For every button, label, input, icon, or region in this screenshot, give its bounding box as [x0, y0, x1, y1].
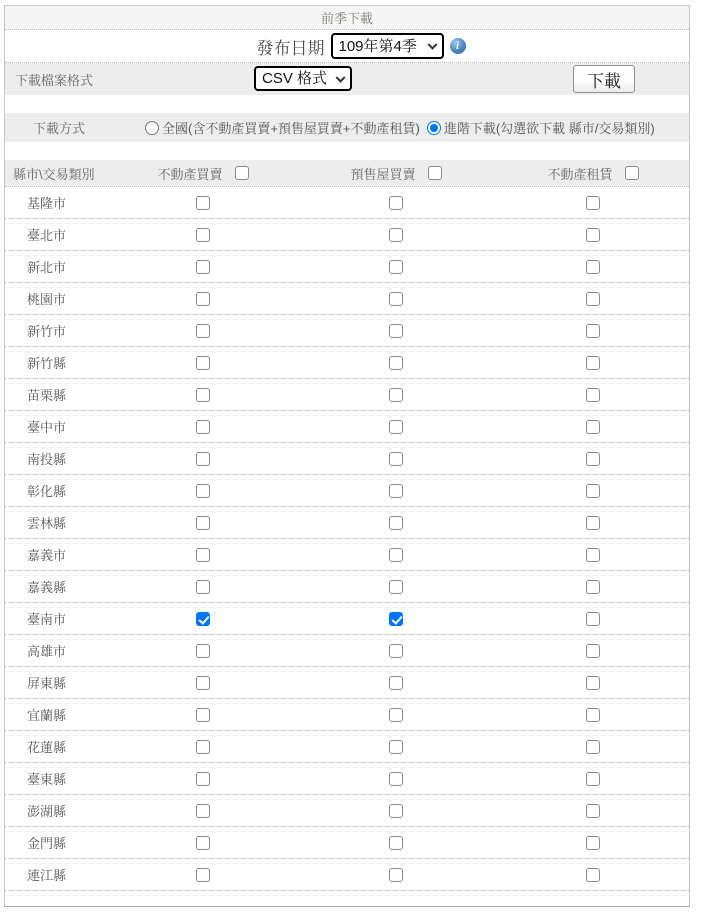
checkbox-cell-sale	[111, 603, 295, 634]
checkbox-cell-sale	[111, 251, 295, 282]
county-label: 新竹縣	[27, 356, 67, 371]
county-label: 苗栗縣	[27, 388, 67, 403]
checkbox-cell-presale	[295, 763, 497, 794]
row-checkbox[interactable]	[389, 868, 403, 882]
checkbox-cell-sale	[111, 315, 295, 346]
row-checkbox[interactable]	[389, 356, 403, 370]
checkbox-cell-sale	[111, 699, 295, 730]
row-checkbox[interactable]	[586, 292, 600, 306]
checkbox-cell-rental	[497, 571, 689, 602]
row-checkbox[interactable]	[586, 484, 600, 498]
table-row	[5, 571, 689, 603]
county-label: 新北市	[27, 260, 67, 275]
nationwide-radio-label: 全國(含不動產買賣+預售屋買賣+不動產租賃)	[162, 121, 420, 136]
checkbox-cell-sale	[111, 411, 295, 442]
checkbox-cell-presale	[295, 859, 497, 890]
row-checkbox[interactable]	[389, 676, 403, 690]
checkbox-cell-rental	[497, 763, 689, 794]
checkbox-cell-rental	[497, 699, 689, 730]
checkbox-cell-presale	[295, 795, 497, 826]
checkbox-cell-presale	[295, 379, 497, 410]
checkbox-cell-presale	[295, 219, 497, 250]
row-checkbox[interactable]	[586, 612, 600, 626]
table-row	[5, 763, 689, 795]
checkbox-cell-rental	[497, 731, 689, 762]
row-checkbox[interactable]	[586, 740, 600, 754]
row-checkbox[interactable]	[196, 740, 210, 754]
table-row	[5, 411, 689, 443]
checkbox-cell-rental	[497, 603, 689, 634]
county-label: 基隆市	[27, 196, 67, 211]
row-checkbox[interactable]	[586, 836, 600, 850]
table-row	[5, 379, 689, 411]
row-checkbox[interactable]	[196, 676, 210, 690]
row-checkbox[interactable]	[389, 484, 403, 498]
row-checkbox[interactable]	[586, 804, 600, 818]
row-checkbox[interactable]	[196, 356, 210, 370]
column-header-label: 預售屋買賣	[350, 166, 416, 182]
info-icon[interactable]: i	[450, 38, 466, 54]
checkbox-cell-rental	[497, 219, 689, 250]
row-checkbox[interactable]	[389, 612, 403, 626]
check-all-checkbox[interactable]	[428, 166, 442, 180]
county-label: 嘉義縣	[27, 580, 67, 595]
county-label: 花蓮縣	[27, 740, 67, 755]
row-checkbox[interactable]	[196, 292, 210, 306]
row-checkbox[interactable]	[196, 548, 210, 562]
row-checkbox[interactable]	[389, 228, 403, 242]
county-label: 桃園市	[27, 292, 67, 307]
row-checkbox[interactable]	[196, 484, 210, 498]
checkbox-cell-presale	[295, 699, 497, 730]
column-header-rental	[497, 160, 689, 186]
checkbox-cell-rental	[497, 507, 689, 538]
table-row	[5, 539, 689, 571]
publish-date-row	[5, 30, 689, 63]
checkbox-cell-rental	[497, 251, 689, 282]
county-label: 臺北市	[27, 228, 67, 243]
checkbox-cell-presale	[295, 443, 497, 474]
row-checkbox[interactable]	[196, 516, 210, 530]
row-checkbox[interactable]	[389, 452, 403, 466]
checkbox-cell-sale	[111, 507, 295, 538]
checkbox-cell-sale	[111, 539, 295, 570]
row-checkbox[interactable]	[586, 356, 600, 370]
download-panel	[4, 5, 690, 907]
publish-date-label: 發布日期	[256, 38, 325, 58]
county-cell	[5, 603, 111, 634]
file-format-label: 下載檔案格式	[15, 72, 94, 88]
county-label: 臺南市	[27, 612, 67, 627]
row-checkbox[interactable]	[389, 644, 403, 658]
county-cell	[5, 443, 111, 474]
table-row	[5, 859, 689, 891]
check-all-checkbox[interactable]	[625, 166, 639, 180]
column-header-label: 不動產租賃	[547, 166, 613, 182]
file-format-select[interactable]	[254, 66, 352, 91]
row-checkbox[interactable]	[586, 324, 600, 338]
checkbox-cell-presale	[295, 539, 497, 570]
method-option-advanced[interactable]	[427, 118, 655, 137]
row-checkbox[interactable]	[196, 228, 210, 242]
row-checkbox[interactable]	[196, 388, 210, 402]
checkbox-cell-presale	[295, 475, 497, 506]
table-row	[5, 251, 689, 283]
checkbox-cell-rental	[497, 347, 689, 378]
checkbox-cell-rental	[497, 379, 689, 410]
checkbox-cell-rental	[497, 795, 689, 826]
row-checkbox[interactable]	[586, 516, 600, 530]
county-label: 南投縣	[27, 452, 67, 467]
row-checkbox[interactable]	[389, 516, 403, 530]
row-checkbox[interactable]	[196, 644, 210, 658]
column-header-sale	[111, 160, 295, 186]
county-cell	[5, 667, 111, 698]
table-row	[5, 283, 689, 315]
row-checkbox[interactable]	[389, 292, 403, 306]
checkbox-cell-sale	[111, 443, 295, 474]
row-checkbox[interactable]	[586, 196, 600, 210]
table-row	[5, 827, 689, 859]
row-checkbox[interactable]	[389, 708, 403, 722]
row-checkbox[interactable]	[196, 772, 210, 786]
county-label: 宜蘭縣	[27, 708, 67, 723]
row-checkbox[interactable]	[196, 452, 210, 466]
county-cell	[5, 635, 111, 666]
row-checkbox[interactable]	[389, 772, 403, 786]
checkbox-cell-rental	[497, 667, 689, 698]
checkbox-cell-sale	[111, 571, 295, 602]
checkbox-cell-rental	[497, 283, 689, 314]
county-cell	[5, 475, 111, 506]
advanced-radio-label: 進階下載(勾選欲下載 縣市/交易類別)	[443, 121, 655, 136]
row-checkbox[interactable]	[389, 740, 403, 754]
checkbox-cell-rental	[497, 443, 689, 474]
table-row	[5, 347, 689, 379]
row-checkbox[interactable]	[196, 868, 210, 882]
file-format-select-wrap	[254, 66, 352, 91]
download-button[interactable]: 下載	[573, 65, 635, 93]
table-body	[5, 187, 689, 891]
download-method-label: 下載方式	[33, 121, 86, 136]
row-checkbox[interactable]	[586, 772, 600, 786]
county-cell	[5, 699, 111, 730]
table-row	[5, 731, 689, 763]
row-checkbox[interactable]	[586, 676, 600, 690]
checkbox-cell-presale	[295, 507, 497, 538]
row-checkbox[interactable]	[196, 196, 210, 210]
publish-date-select-wrap	[331, 33, 444, 59]
corner-header-cell	[5, 160, 111, 186]
column-header-presale	[295, 160, 497, 186]
row-checkbox[interactable]	[196, 420, 210, 434]
column-header-label: 不動產買賣	[157, 166, 223, 182]
table-row	[5, 699, 689, 731]
row-checkbox[interactable]	[586, 420, 600, 434]
checkbox-cell-presale	[295, 283, 497, 314]
county-cell	[5, 219, 111, 250]
county-cell	[5, 763, 111, 794]
county-cell	[5, 827, 111, 858]
row-checkbox[interactable]	[196, 836, 210, 850]
county-cell	[5, 251, 111, 282]
county-label: 澎湖縣	[27, 804, 67, 819]
row-checkbox[interactable]	[586, 548, 600, 562]
checkbox-cell-sale	[111, 187, 295, 218]
row-checkbox[interactable]	[586, 580, 600, 594]
checkbox-cell-sale	[111, 347, 295, 378]
row-checkbox[interactable]	[586, 228, 600, 242]
county-cell	[5, 379, 111, 410]
county-label: 雲林縣	[27, 516, 67, 531]
county-label: 彰化縣	[27, 484, 67, 499]
row-checkbox[interactable]	[196, 580, 210, 594]
row-checkbox[interactable]	[196, 612, 210, 626]
county-cell	[5, 411, 111, 442]
table-row	[5, 219, 689, 251]
checkbox-cell-sale	[111, 731, 295, 762]
row-checkbox[interactable]	[389, 548, 403, 562]
county-label: 新竹市	[27, 324, 67, 339]
row-checkbox[interactable]	[389, 420, 403, 434]
download-method-row	[5, 113, 689, 142]
county-cell	[5, 507, 111, 538]
checkbox-cell-rental	[497, 859, 689, 890]
row-checkbox[interactable]	[389, 324, 403, 338]
checkbox-cell-sale	[111, 667, 295, 698]
checkbox-cell-presale	[295, 731, 497, 762]
county-cell	[5, 283, 111, 314]
spacer	[5, 95, 689, 113]
checkbox-cell-sale	[111, 763, 295, 794]
row-checkbox[interactable]	[389, 196, 403, 210]
county-cell	[5, 539, 111, 570]
row-checkbox[interactable]	[389, 260, 403, 274]
checkbox-cell-presale	[295, 187, 497, 218]
row-checkbox[interactable]	[586, 260, 600, 274]
row-checkbox[interactable]	[586, 708, 600, 722]
county-cell	[5, 571, 111, 602]
row-checkbox[interactable]	[389, 580, 403, 594]
panel-header	[5, 6, 689, 30]
county-cell	[5, 315, 111, 346]
table-row	[5, 507, 689, 539]
checkbox-cell-rental	[497, 475, 689, 506]
checkbox-cell-sale	[111, 283, 295, 314]
county-cell	[5, 731, 111, 762]
row-checkbox[interactable]	[389, 804, 403, 818]
publish-date-select[interactable]	[331, 33, 444, 59]
checkbox-cell-presale	[295, 635, 497, 666]
checkbox-cell-sale	[111, 795, 295, 826]
checkbox-cell-rental	[497, 827, 689, 858]
row-checkbox[interactable]	[586, 452, 600, 466]
row-checkbox[interactable]	[389, 388, 403, 402]
county-label: 金門縣	[27, 836, 67, 851]
checkbox-cell-presale	[295, 603, 497, 634]
county-label: 臺東縣	[27, 772, 67, 787]
file-format-row	[5, 63, 689, 95]
row-checkbox[interactable]	[586, 644, 600, 658]
table-row	[5, 603, 689, 635]
county-label: 屏東縣	[27, 676, 67, 691]
checkbox-cell-presale	[295, 347, 497, 378]
checkbox-cell-sale	[111, 379, 295, 410]
row-checkbox[interactable]	[196, 260, 210, 274]
check-all-checkbox[interactable]	[235, 166, 249, 180]
table-header-row	[5, 160, 689, 187]
county-label: 高雄市	[27, 644, 67, 659]
checkbox-cell-presale	[295, 571, 497, 602]
county-cell	[5, 187, 111, 218]
checkbox-cell-presale	[295, 251, 497, 282]
checkbox-cell-rental	[497, 411, 689, 442]
table-row	[5, 315, 689, 347]
checkbox-cell-presale	[295, 315, 497, 346]
spacer	[5, 142, 689, 160]
table-row	[5, 475, 689, 507]
table-row	[5, 667, 689, 699]
checkbox-cell-rental	[497, 635, 689, 666]
checkbox-cell-rental	[497, 539, 689, 570]
checkbox-cell-rental	[497, 187, 689, 218]
county-label: 臺中市	[27, 420, 67, 435]
county-label: 連江縣	[27, 868, 67, 883]
checkbox-cell-presale	[295, 411, 497, 442]
table-row	[5, 187, 689, 219]
nationwide-radio[interactable]	[145, 121, 159, 135]
row-checkbox[interactable]	[196, 708, 210, 722]
checkbox-cell-presale	[295, 667, 497, 698]
row-checkbox[interactable]	[196, 324, 210, 338]
county-cell	[5, 795, 111, 826]
method-option-nationwide[interactable]	[145, 118, 420, 137]
row-checkbox[interactable]	[586, 388, 600, 402]
panel-title: 前季下載	[320, 11, 373, 26]
checkbox-cell-sale	[111, 635, 295, 666]
checkbox-cell-sale	[111, 827, 295, 858]
row-checkbox[interactable]	[389, 836, 403, 850]
checkbox-cell-presale	[295, 827, 497, 858]
county-cell	[5, 347, 111, 378]
table-row	[5, 443, 689, 475]
county-cell	[5, 859, 111, 890]
row-checkbox[interactable]	[586, 868, 600, 882]
row-checkbox[interactable]	[196, 804, 210, 818]
table-row	[5, 795, 689, 827]
table-row	[5, 635, 689, 667]
checkbox-cell-sale	[111, 219, 295, 250]
advanced-radio[interactable]	[427, 121, 441, 135]
checkbox-cell-sale	[111, 475, 295, 506]
checkbox-cell-sale	[111, 859, 295, 890]
checkbox-cell-rental	[497, 315, 689, 346]
county-label: 嘉義市	[27, 548, 67, 563]
corner-header-label: 縣市\交易類別	[13, 166, 95, 182]
